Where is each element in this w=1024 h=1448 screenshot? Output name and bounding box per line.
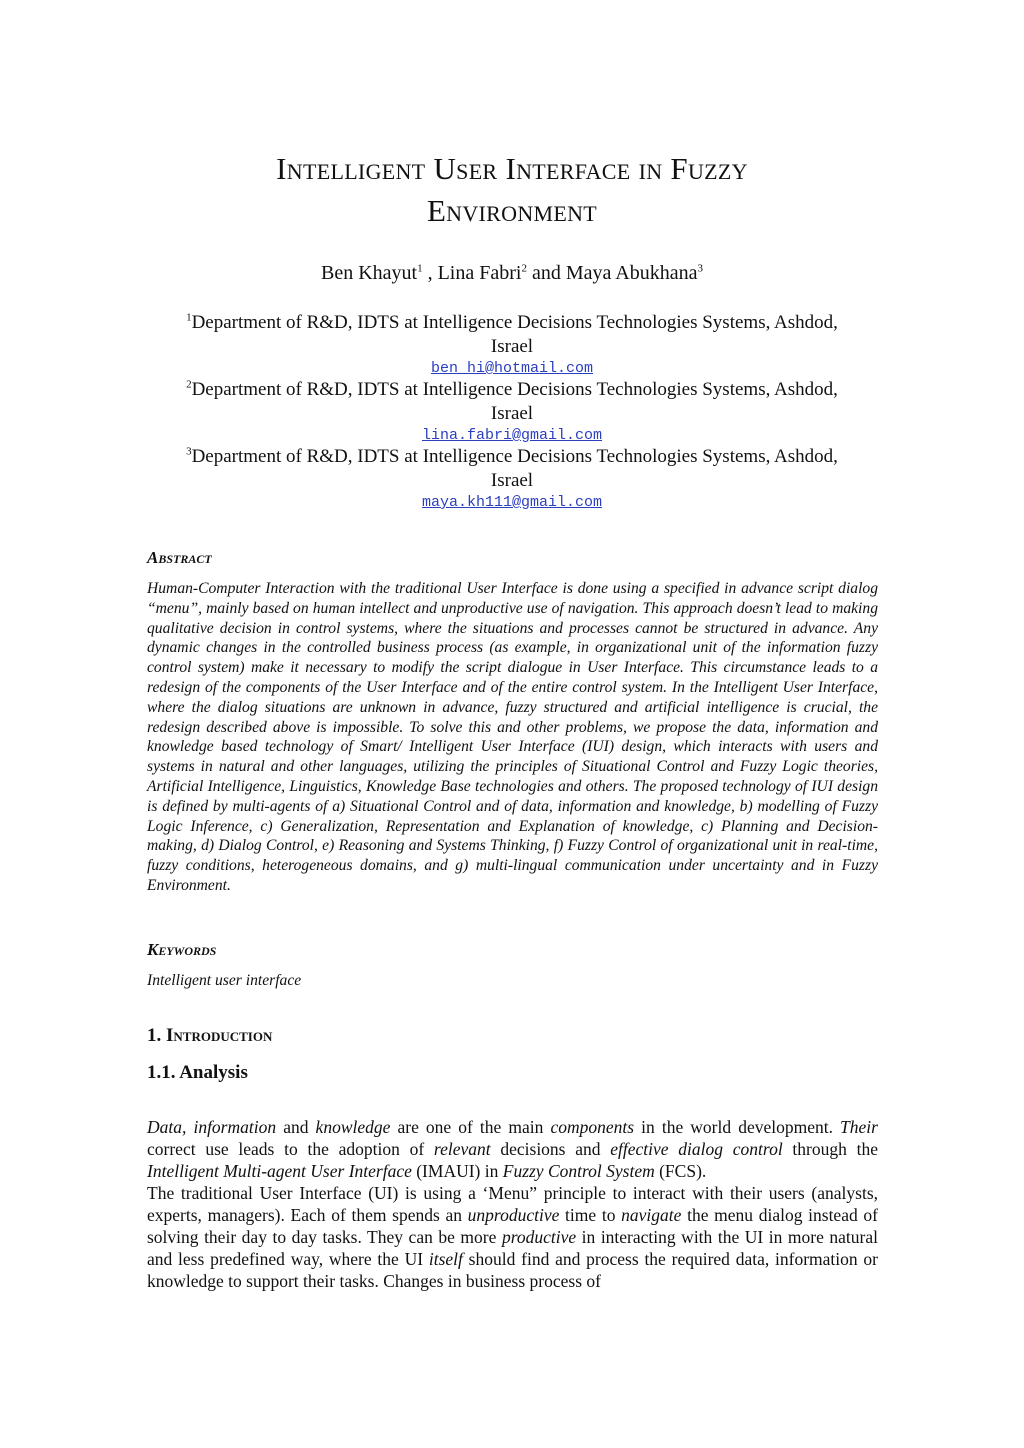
affiliation-number: 2 <box>186 378 192 391</box>
emphasis: components <box>550 1117 635 1137</box>
emphasis: itself <box>428 1249 463 1269</box>
affiliation-block <box>147 445 877 512</box>
affiliation-country: Israel <box>490 403 534 424</box>
emphasis: Intelligent Multi-agent User Interface <box>147 1161 412 1181</box>
email-link[interactable]: ben_hi@hotmail.com <box>430 360 594 377</box>
emphasis: unproductive <box>467 1205 560 1225</box>
text-run: in interacting with the UI in more natural and less predefined way, where the UI <box>147 1227 878 1269</box>
text-run: are one of the main <box>390 1117 551 1137</box>
title-line-1: Intelligent User Interface in Fuzzy <box>276 151 748 186</box>
text-run: the menu dialog instead of solving their day to day tasks. They can be more <box>147 1205 878 1247</box>
text-run: should find and process the required data, information or knowledge to support their tasks. Changes in business process of <box>147 1249 879 1291</box>
abstract-text: Human-Computer Interaction with the traditional User Interface is done using a specified in advance script dialog “menu”, mainly based on human intellect and unproductive use of navigation. This approach doesn’t lead to making qualitative decision in control systems, where the situations and processes cannot be structured in advance. Any dynamic changes in the controlled business process (as example, in organizational unit of the information fuzzy control system) make it necessary to modify the script dialogue in User Interface. This circumstance leads to a redesign of the components of the User Interface and of the entire control system. In the Intelligent User Interface, where the dialog situations are unknown in advance, fuzzy structured and artificial intelligence is crucial, the redesign described above is impossible. To solve this and other problems, we propose the data, information and knowledge based technology of Smart/ Intelligent User Interface (IUI) design, which interacts with users and systems in natural and other languages, utilizing the principles of Situational Control and Fuzzy Logic theories, Artificial Intelligence, Linguistics, Knowledge Base technologies and others. The proposed technology of IUI design is defined by multi-agents of a) Situational Control and of data, information and knowledge, b) modelling of Fuzzy Logic Inference, c) Generalization, Representation and Explanation of knowledge, c) Planning and Decision-making, d) Dialog Control, e) Reasoning and Systems Thinking, f) Fuzzy Control of organizational unit in real-time, fuzzy conditions, heterogeneous domains, and g) multi-lingual communication under uncertainty and in Fuzzy Environment. <box>147 580 878 894</box>
analysis-subheading: 1.1. Analysis <box>147 1062 248 1083</box>
email-link[interactable]: maya.kh111@gmail.com <box>421 494 603 511</box>
text-run: and <box>276 1117 316 1137</box>
abstract-heading: Abstract <box>147 548 212 567</box>
affiliation-block <box>147 311 877 378</box>
affiliation-text: Department of R&D, IDTS at Intelligence Decisions Technologies Systems, Ashdod, <box>191 379 838 400</box>
emphasis: Fuzzy Control System <box>502 1161 655 1181</box>
affiliation-country: Israel <box>490 336 534 357</box>
affiliation-line <box>147 311 877 335</box>
keywords-heading: Keywords <box>147 940 217 959</box>
author-list <box>147 262 877 285</box>
affiliation-country: Israel <box>490 470 534 491</box>
emphasis: knowledge <box>315 1117 391 1137</box>
text-run: time to <box>559 1205 622 1225</box>
paragraph <box>147 1116 878 1182</box>
text-run: decisions and <box>490 1139 611 1159</box>
text-run: through the <box>782 1139 879 1159</box>
author-affiliation-mark: 2 <box>521 262 527 275</box>
emphasis: effective dialog control <box>610 1139 783 1159</box>
paragraph <box>147 1182 878 1292</box>
keywords-text: Intelligent user interface <box>147 972 302 989</box>
text-run: correct use leads to the adoption of <box>147 1139 434 1159</box>
emphasis: relevant <box>433 1139 491 1159</box>
author-affiliation-mark: 1 <box>417 262 423 275</box>
author-name: Lina Fabri <box>437 262 522 284</box>
author-separator: , <box>422 262 438 284</box>
emphasis: Their <box>840 1117 878 1137</box>
text-run: (FCS). <box>654 1161 707 1181</box>
author-name: Maya Abukhana <box>565 262 698 284</box>
paper-title <box>147 148 877 232</box>
emphasis: navigate <box>621 1205 682 1225</box>
affiliation-block <box>147 378 877 445</box>
affiliation-line <box>147 445 877 469</box>
title-line-2: Environment <box>426 193 598 228</box>
email-link[interactable]: lina.fabri@gmail.com <box>421 427 603 444</box>
affiliation-number: 3 <box>186 445 192 458</box>
text-run: The traditional User Interface (UI) is using a ‘Menu” principle to interact with their users (analysts, experts, managers). Each of them spends an <box>147 1183 878 1225</box>
affiliation-text: Department of R&D, IDTS at Intelligence Decisions Technologies Systems, Ashdod, <box>191 446 838 467</box>
introduction-heading: 1. Introduction <box>147 1025 273 1046</box>
affiliation-line <box>147 378 877 402</box>
text-run: (IMAUI) in <box>411 1161 503 1181</box>
emphasis: Data, information <box>147 1117 277 1137</box>
introduction-body <box>147 1116 878 1292</box>
affiliation-text: Department of R&D, IDTS at Intelligence Decisions Technologies Systems, Ashdod, <box>191 312 838 333</box>
author-name: Ben Khayut <box>321 262 418 284</box>
text-run: in the world development. <box>634 1117 841 1137</box>
author-separator: and <box>526 262 566 284</box>
emphasis: productive <box>501 1227 577 1247</box>
author-affiliation-mark: 3 <box>697 262 703 275</box>
affiliation-number: 1 <box>186 311 192 324</box>
